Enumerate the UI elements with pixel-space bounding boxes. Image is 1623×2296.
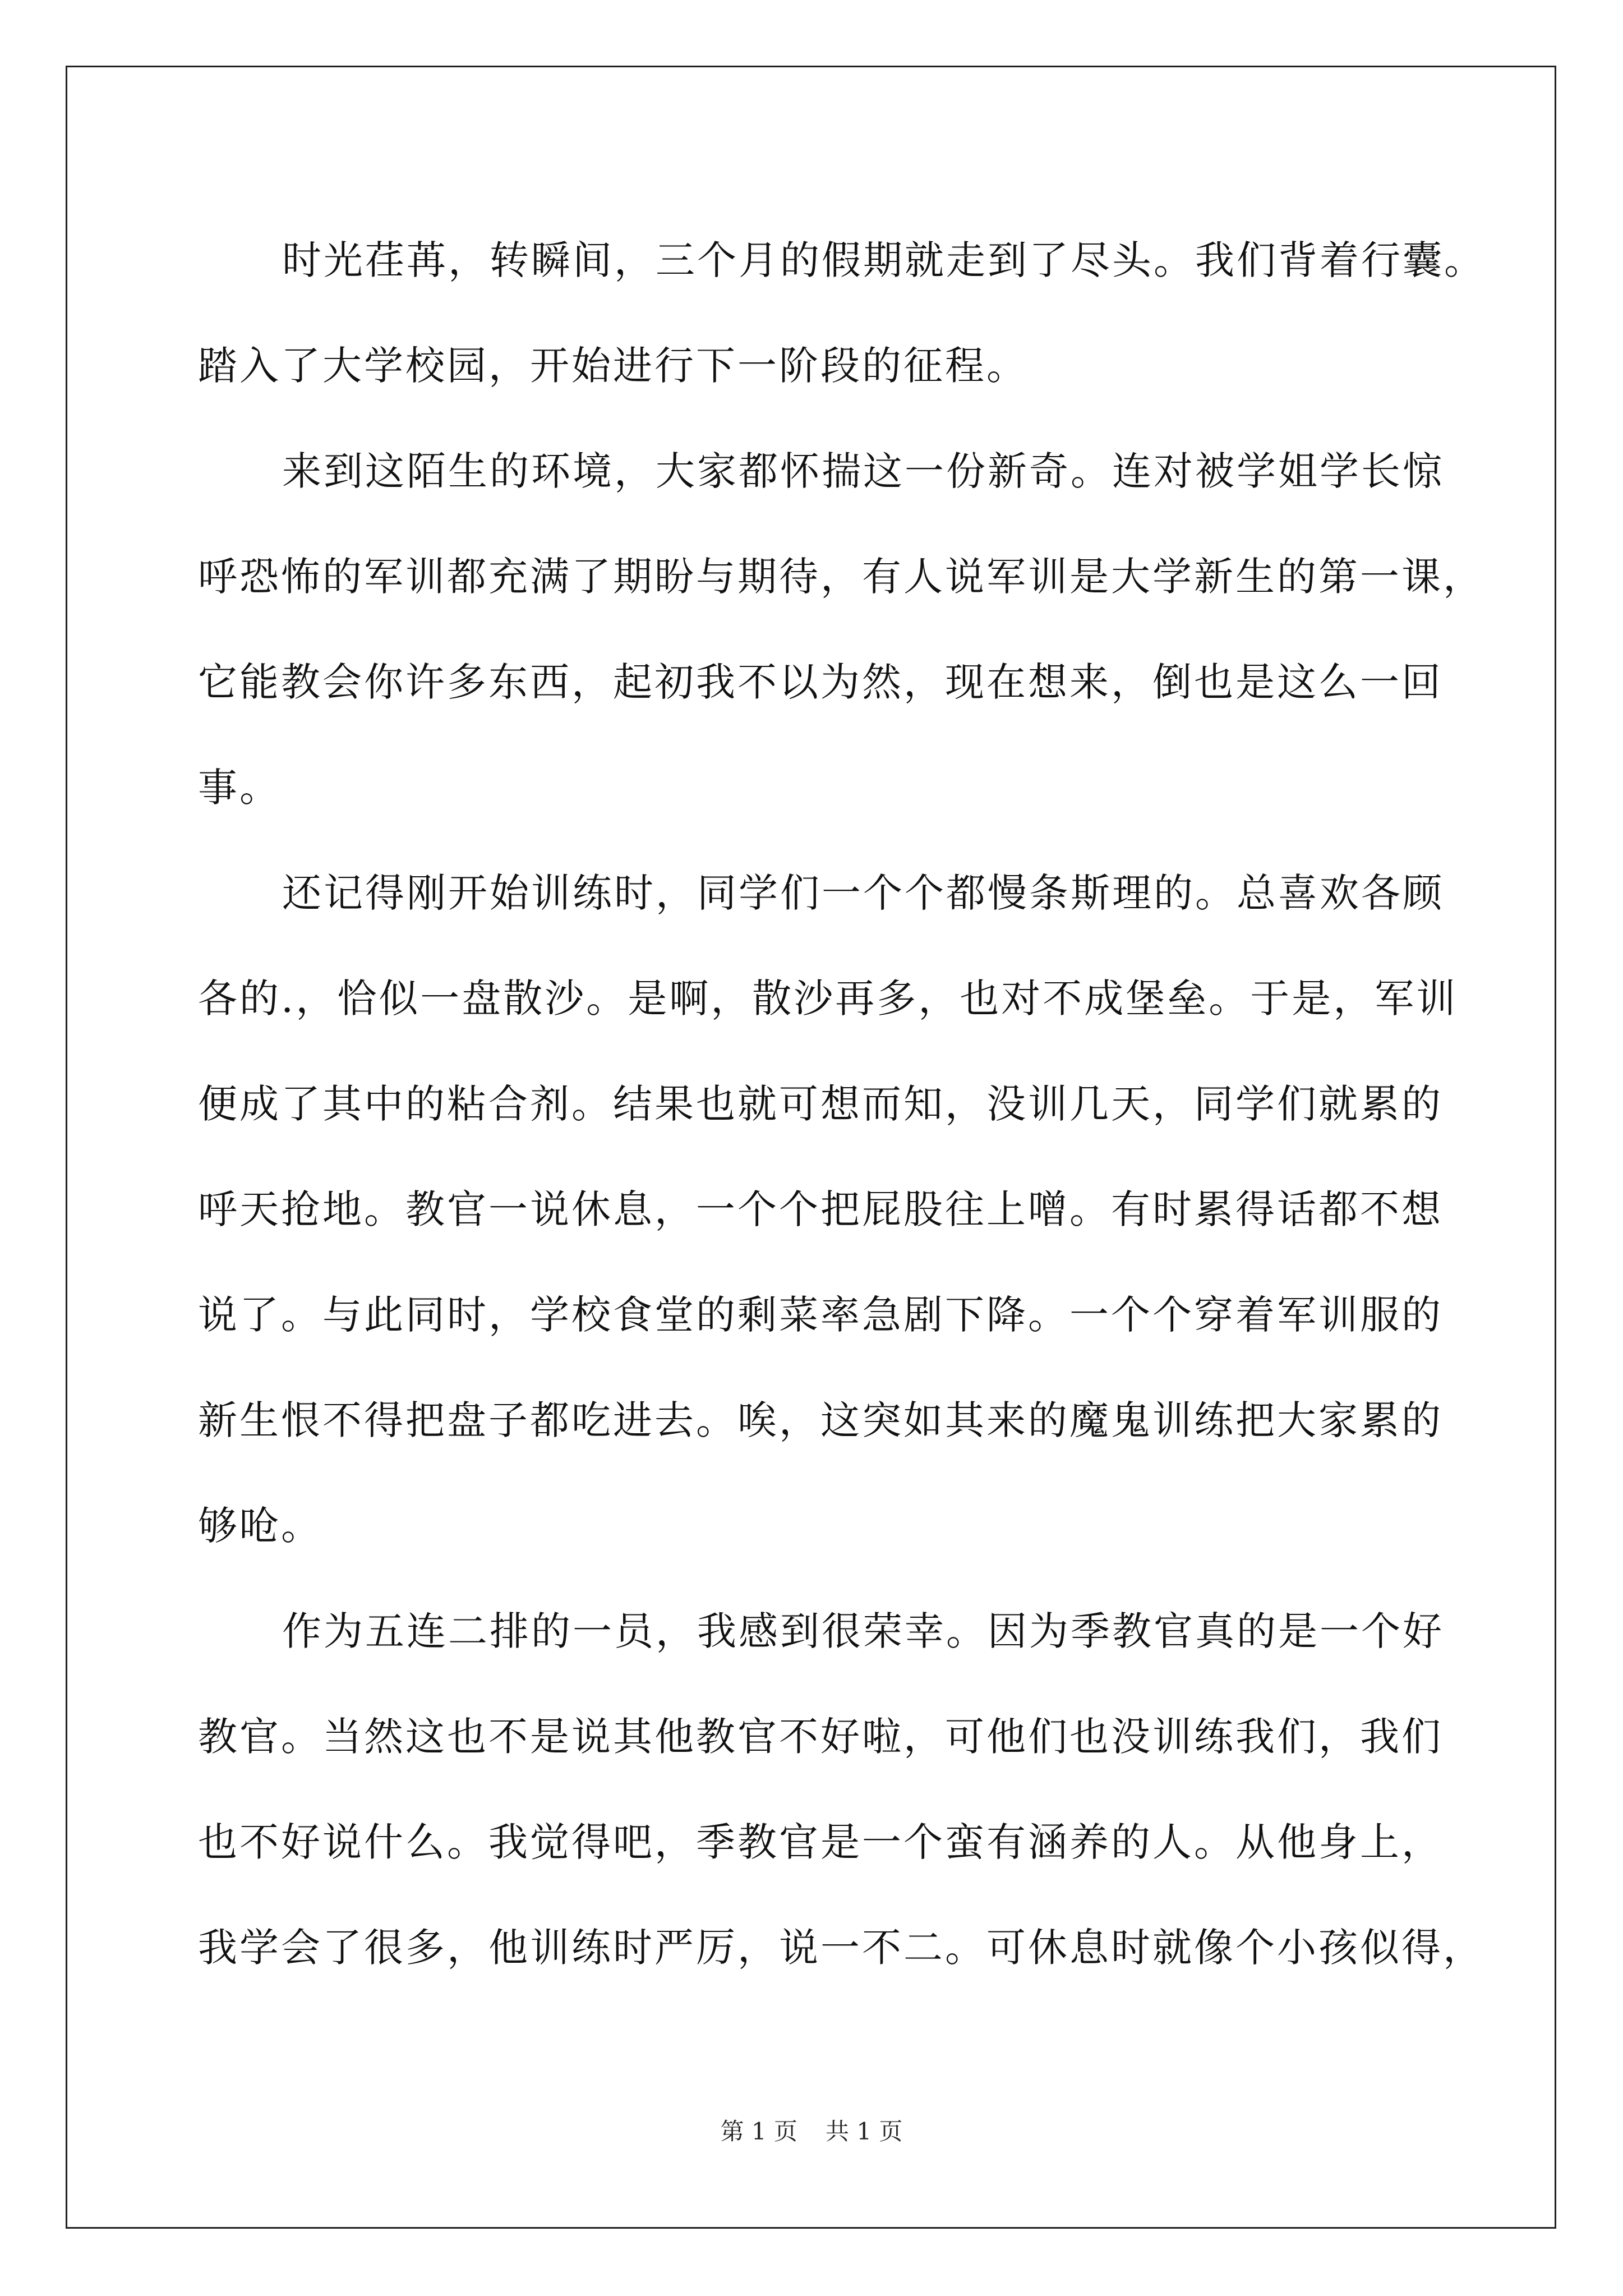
paragraph-line: 教官。当然这也不是说其他教官不好啦，可他们也没训练我们，我们 xyxy=(198,1714,1443,1760)
paragraph-line: 来到这陌生的环境，大家都怀揣这一份新奇。连对被学姐学长惊 xyxy=(282,448,1444,494)
paragraph-line: 事。 xyxy=(198,765,281,811)
paragraph-line: 它能教会你许多东西，起初我不以为然，现在想来，倒也是这么一回 xyxy=(198,659,1443,705)
paragraph-line: 时光荏苒，转瞬间，三个月的假期就走到了尽头。我们背着行囊。 xyxy=(282,237,1486,283)
paragraph-line: 踏入了大学校园，开始进行下一阶段的征程。 xyxy=(198,343,1028,389)
paragraph-line: 也不好说什么。我觉得吧，季教官是一个蛮有涵养的人。从他身上， xyxy=(198,1819,1443,1865)
paragraph-line: 新生恨不得把盘子都吃进去。唉，这突如其来的魔鬼训练把大家累的 xyxy=(198,1397,1443,1443)
paragraph-3 xyxy=(198,840,1458,1579)
paragraph-2 xyxy=(198,418,1484,840)
paragraph-line: 还记得刚开始训练时，同学们一个个都慢条斯理的。总喜欢各顾 xyxy=(282,870,1444,916)
paragraph-line: 呼恐怖的军训都充满了期盼与期待，有人说军训是大学新生的第一课， xyxy=(198,554,1484,600)
page-number: 第 1 页 xyxy=(720,2118,797,2145)
paragraph-line: 我学会了很多，他训练时严厉，说一不二。可休息时就像个小孩似得， xyxy=(198,1925,1484,1971)
paragraph-line: 作为五连二排的一员，我感到很荣幸。因为季教官真的是一个好 xyxy=(282,1608,1444,1654)
page-total: 共 1 页 xyxy=(826,2118,903,2145)
paragraph-1 xyxy=(198,208,1486,418)
paragraph-line: 便成了其中的粘合剂。结果也就可想而知，没训几天，同学们就累的 xyxy=(198,1081,1443,1127)
paragraph-4 xyxy=(198,1579,1484,2000)
paragraph-line: 各的.，恰似一盘散沙。是啊，散沙再多，也对不成堡垒。于是，军训 xyxy=(198,976,1458,1022)
page-footer xyxy=(0,2115,1623,2148)
document-body xyxy=(198,208,1486,2000)
paragraph-line: 呼天抢地。教官一说休息，一个个把屁股往上噌。有时累得话都不想 xyxy=(198,1186,1443,1232)
paragraph-line: 说了。与此同时，学校食堂的剩菜率急剧下降。一个个穿着军训服的 xyxy=(198,1292,1443,1338)
paragraph-line: 够呛。 xyxy=(198,1503,322,1549)
